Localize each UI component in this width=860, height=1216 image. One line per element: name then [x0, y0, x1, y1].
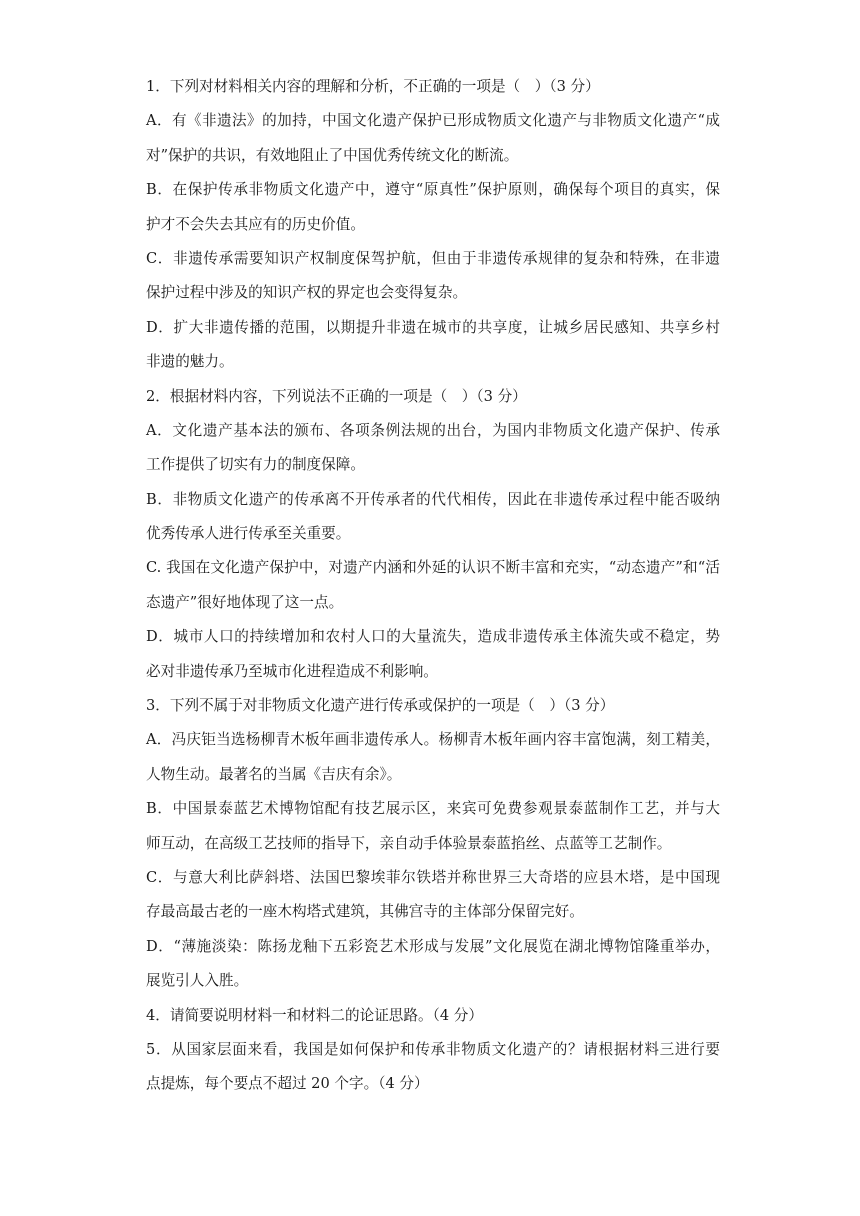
- option-line: 对”保护的共识，有效地阻止了中国优秀传统文化的断流。: [146, 146, 519, 164]
- question-stem: 点提炼，每个要点不超过 20 个字。（4 分）: [146, 1075, 429, 1093]
- question-5: [146, 1033, 720, 1102]
- question-stem: 4．请简要说明材料一和材料二的论证思路。（4 分）: [146, 1006, 483, 1024]
- option-line: B．非物质文化遗产的传承离不开传承者的代代相传，因此在非遗传承过程中能否吸纳: [146, 490, 720, 508]
- question-1: [146, 70, 720, 380]
- question-3: [146, 689, 720, 999]
- option-b: [146, 173, 720, 242]
- option-line: 师互动，在高级工艺技师的指导下，亲自动手体验景泰蓝掐丝、点蓝等工艺制作。: [146, 834, 672, 852]
- question-2: [146, 380, 720, 690]
- option-line: 工作提供了切实有力的制度保障。: [146, 456, 365, 474]
- option-line: 存最高最古老的一座木构塔式建筑，其佛宫寺的主体部分保留完好。: [146, 903, 584, 921]
- option-a: [146, 723, 720, 792]
- option-line: C．非遗传承需要知识产权制度保驾护航，但由于非遗传承规律的复杂和特殊，在非遗: [146, 249, 720, 267]
- question-stem: 2．根据材料内容，下列说法不正确的一项是（ ）（3 分）: [146, 387, 527, 405]
- option-line: 展览引人入胜。: [146, 972, 249, 990]
- option-d: [146, 620, 720, 689]
- question-stem: 3．下列不属于对非物质文化遗产进行传承或保护的一项是（ ）（3 分）: [146, 697, 615, 715]
- option-line: 必对非遗传承乃至城市化进程造成不利影响。: [146, 662, 438, 680]
- option-line: 态遗产”很好地体现了这一点。: [146, 593, 344, 611]
- option-line: D．“薄施淡染：陈扬龙釉下五彩瓷艺术形成与发展”文化展览在湖北博物馆隆重举办，: [146, 937, 720, 955]
- question-4: [146, 999, 720, 1033]
- option-line: 人物生动。最著名的当属《吉庆有余》。: [146, 765, 402, 783]
- option-line: 非遗的魅力。: [146, 353, 234, 371]
- option-line: C. 我国在文化遗产保护中，对遗产内涵和外延的认识不断丰富和充实，“动态遗产”和“活: [146, 559, 720, 577]
- option-line: 优秀传承人进行传承至关重要。: [146, 525, 351, 543]
- question-stem: 1．下列对材料相关内容的理解和分析，不正确的一项是（ ）（3 分）: [146, 78, 600, 95]
- option-line: B．在保护传承非物质文化遗产中，遵守“原真性”保护原则，确保每个项目的真实，保: [146, 181, 720, 199]
- option-a: [146, 104, 720, 173]
- option-line: A．有《非遗法》的加持，中国文化遗产保护已形成物质文化遗产与非物质文化遗产“成: [146, 112, 720, 130]
- option-c: [146, 861, 720, 930]
- option-line: D．城市人口的持续增加和农村人口的大量流失，造成非遗传承主体流失或不稳定，势: [146, 628, 720, 646]
- option-d: [146, 311, 720, 380]
- option-line: C．与意大利比萨斜塔、法国巴黎埃菲尔铁塔并称世界三大奇塔的应县木塔，是中国现: [146, 868, 720, 886]
- option-line: D．扩大非遗传播的范围，以期提升非遗在城市的共享度，让城乡居民感知、共享乡村: [146, 318, 720, 336]
- option-line: 护才不会失去其应有的历史价值。: [146, 215, 365, 233]
- option-a: [146, 414, 720, 483]
- question-stem: 5．从国家层面来看，我国是如何保护和传承非物质文化遗产的？请根据材料三进行要: [146, 1040, 720, 1058]
- option-line: A．冯庆钜当选杨柳青木板年画非遗传承人。杨柳青木板年画内容丰富饱满，刻工精美，: [146, 731, 720, 749]
- option-b: [146, 483, 720, 552]
- option-b: [146, 792, 720, 861]
- option-line: B．中国景泰蓝艺术博物馆配有技艺展示区，来宾可免费参观景泰蓝制作工艺，并与大: [146, 800, 720, 818]
- option-c: [146, 242, 720, 311]
- option-c: [146, 551, 720, 620]
- exam-page: [146, 70, 720, 1102]
- option-line: 保护过程中涉及的知识产权的界定也会变得复杂。: [146, 284, 468, 302]
- option-d: [146, 930, 720, 999]
- option-line: A．文化遗产基本法的颁布、各项条例法规的出台，为国内非物质文化遗产保护、传承: [146, 421, 720, 439]
